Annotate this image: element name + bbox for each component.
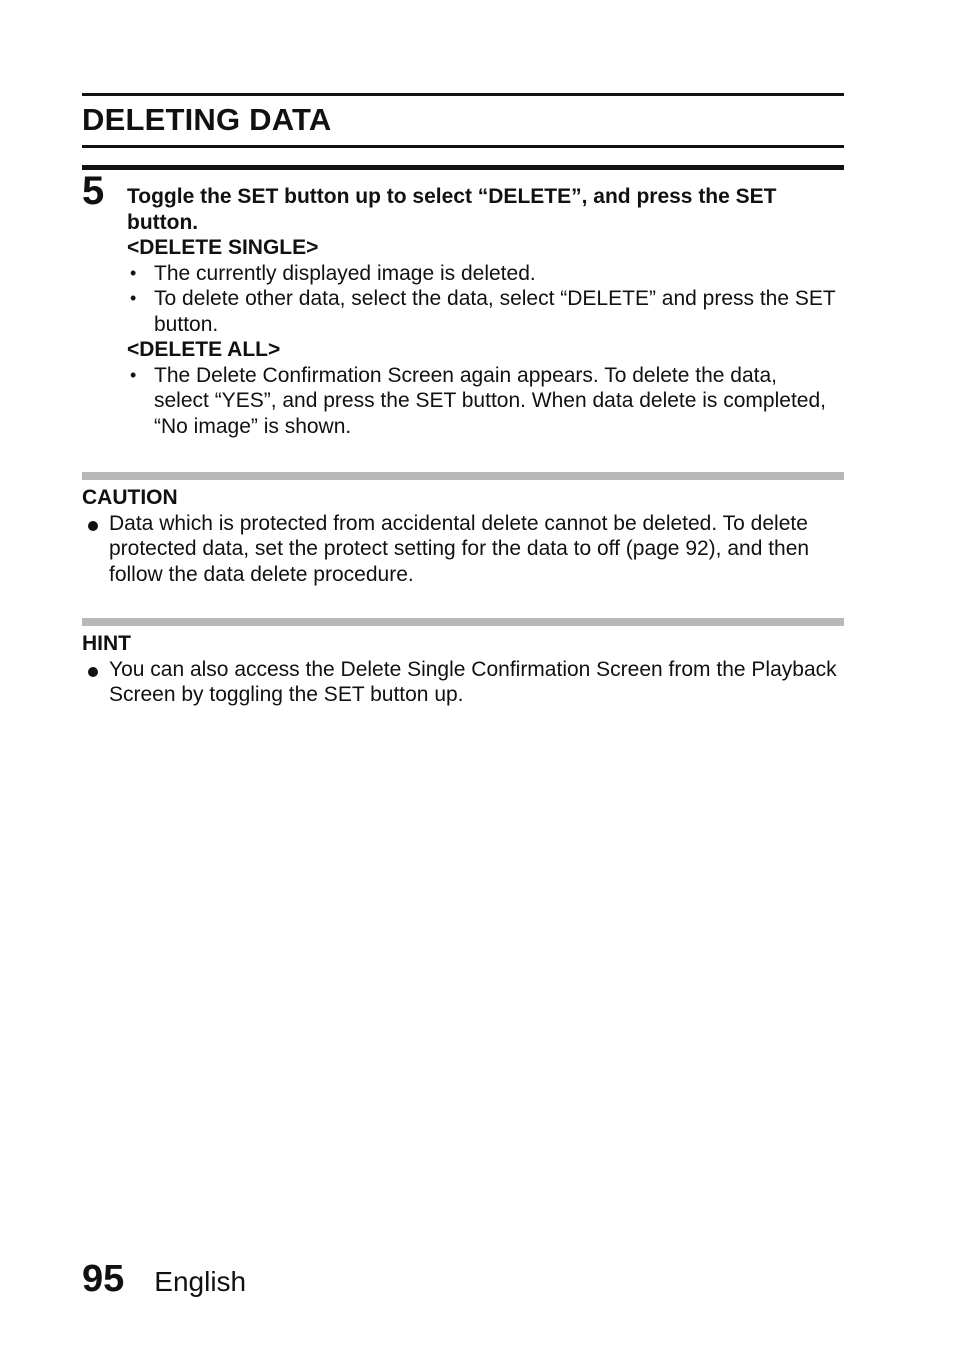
caution-title: CAUTION bbox=[82, 486, 178, 509]
hint-block bbox=[82, 631, 842, 708]
caution-list bbox=[82, 511, 842, 588]
bullet-icon bbox=[88, 521, 98, 531]
delete-single-list bbox=[127, 261, 837, 338]
list-item-text: Data which is protected from accidental delete cannot be deleted. To delete protected data, set the protect setting for the data to off (page 92), and then follow the data delete procedure. bbox=[109, 511, 810, 586]
step-number: 5 bbox=[82, 169, 105, 213]
step-body bbox=[127, 184, 837, 439]
caution-block bbox=[82, 485, 842, 587]
list-item bbox=[82, 511, 842, 588]
step-instruction: Toggle the SET button up to select “DELETE”, and press the SET button. bbox=[127, 185, 777, 234]
bullet-icon: • bbox=[130, 364, 137, 385]
list-item-text: The currently displayed image is deleted. bbox=[154, 261, 536, 285]
hint-divider bbox=[82, 618, 844, 626]
header-bottom-rule bbox=[82, 145, 844, 148]
delete-all-list bbox=[127, 363, 837, 440]
bullet-icon: • bbox=[130, 288, 137, 308]
caution-divider bbox=[82, 472, 844, 480]
delete-single-heading: <DELETE SINGLE> bbox=[127, 236, 319, 259]
bullet-icon: • bbox=[130, 262, 137, 283]
list-item-text: To delete other data, select the data, select “DELETE” and press the SET button. bbox=[154, 287, 836, 336]
list-item bbox=[127, 261, 837, 287]
page-number: 95 bbox=[82, 1258, 125, 1300]
step-top-rule bbox=[82, 165, 844, 170]
header-top-rule bbox=[82, 93, 844, 96]
language-label: English bbox=[154, 1266, 247, 1297]
list-item-text: The Delete Confirmation Screen again appears. To delete the data, select “YES”, and press the SET button. When data delete is completed, “No image” is shown. bbox=[154, 363, 826, 438]
hint-title: HINT bbox=[82, 632, 131, 655]
page-footer bbox=[82, 1258, 246, 1301]
list-item bbox=[127, 286, 837, 337]
list-item bbox=[82, 657, 842, 708]
delete-all-heading: <DELETE ALL> bbox=[127, 338, 281, 361]
list-item bbox=[127, 363, 837, 440]
bullet-icon bbox=[88, 667, 98, 677]
list-item-text: You can also access the Delete Single Confirmation Screen from the Playback Screen by toggling the SET button up. bbox=[109, 657, 837, 706]
section-title: DELETING DATA bbox=[82, 102, 332, 137]
hint-list bbox=[82, 657, 842, 708]
